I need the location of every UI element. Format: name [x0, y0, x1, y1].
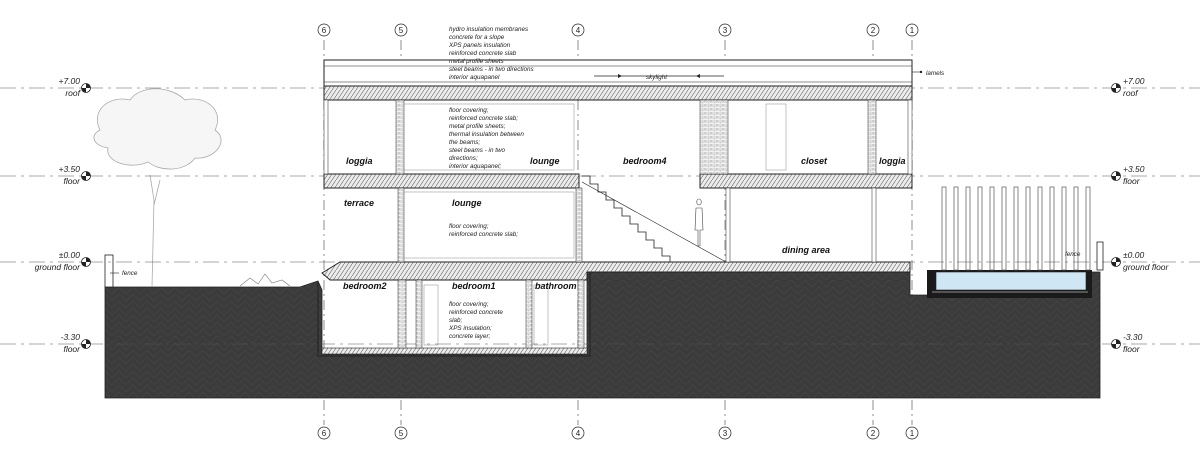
- axis-label: 6: [321, 26, 327, 35]
- note-line: reinforced concrete slab;: [449, 231, 518, 238]
- level-value: -3.30: [60, 332, 80, 342]
- level-marker-icon: [1112, 340, 1121, 349]
- level-value: -3.30: [1123, 332, 1143, 342]
- room-label-terrace: terrace: [344, 198, 375, 208]
- axis-markers-top: [318, 24, 918, 36]
- room-label-dining-area: dining area: [782, 245, 831, 255]
- axis-label: 1: [909, 26, 915, 35]
- pool: [927, 270, 1092, 298]
- room-label-loggia-right: loggia: [879, 156, 906, 166]
- axis-label: 3: [722, 26, 728, 35]
- note-line: slab;: [449, 317, 463, 324]
- fence-label-right: fence: [1065, 251, 1081, 258]
- lamels-label: lamels: [926, 70, 945, 77]
- note-line: hydro insulation membranes: [449, 26, 529, 33]
- level-marker-icon: [1112, 258, 1121, 267]
- axis-label: 3: [722, 429, 728, 438]
- note-line: reinforced concrete slab: [449, 50, 517, 57]
- note-line: steel beams - in two directions: [449, 66, 534, 73]
- level-name: roof: [65, 88, 80, 98]
- note-line: floor covering;: [449, 301, 489, 308]
- note-line: metal profile sheets: [449, 58, 504, 65]
- fence-label-left: fence: [122, 270, 138, 277]
- level-name: floor: [1123, 176, 1140, 186]
- note-line: concrete for a slope: [449, 34, 505, 41]
- axis-label: 6: [321, 429, 327, 438]
- annotation-labels: [110, 70, 1081, 277]
- note-line: reinforced concrete: [449, 309, 503, 316]
- note-line: steel beams - in two: [449, 147, 505, 154]
- axis-labels-top: [322, 26, 915, 35]
- room-label-bathroom: bathroom: [535, 281, 577, 291]
- axis-label: 2: [870, 429, 876, 438]
- level-marker-icon: [82, 258, 91, 267]
- note-line: XPS panels insulation: [449, 42, 511, 49]
- room-label-lounge-ground: lounge: [452, 198, 482, 208]
- note-line: interior aquapanel: [449, 74, 500, 81]
- ground-build-up-note: [449, 223, 518, 238]
- note-line: concrete layer;: [449, 333, 491, 340]
- room-label-loggia-left: loggia: [346, 156, 373, 166]
- level-name: floor: [1123, 344, 1140, 354]
- note-line: the beams;: [449, 139, 481, 146]
- level-markers-right: [1112, 76, 1170, 354]
- level-value: +7.00: [58, 76, 80, 86]
- room-label-lounge-upper: lounge: [530, 156, 560, 166]
- basement-build-up-note: [448, 301, 503, 340]
- level-name: roof: [1123, 88, 1138, 98]
- level-marker-icon: [1112, 172, 1121, 181]
- level-value: +7.00: [1123, 76, 1145, 86]
- note-line: thermal insulation between: [449, 131, 524, 138]
- axis-markers-bottom: [318, 427, 918, 439]
- note-line: reinforced concrete slab;: [449, 115, 518, 122]
- room-label-bedroom1: bedroom1: [452, 281, 496, 291]
- level-marker-icon: [82, 340, 91, 349]
- level-markers-left: [35, 76, 91, 354]
- note-line: interior aquapanel;: [449, 163, 502, 170]
- note-line: XPS insulation;: [449, 325, 492, 332]
- room-label-bedroom4: bedroom4: [623, 156, 667, 166]
- note-line: floor covering;: [449, 223, 489, 230]
- level-name: ground floor: [1123, 262, 1169, 272]
- level-value: ±0.00: [1123, 250, 1145, 260]
- level-name: ground floor: [34, 262, 80, 272]
- level-value: ±0.00: [58, 250, 80, 260]
- room-label-bedroom2: bedroom2: [343, 281, 387, 291]
- note-line: directions;: [449, 155, 478, 162]
- axis-label: 2: [870, 26, 876, 35]
- skylight-label: skylight: [646, 74, 667, 81]
- note-line: floor covering;: [449, 107, 489, 114]
- roof-build-up-note: [448, 26, 535, 81]
- level-name: floor: [63, 344, 80, 354]
- axis-labels-bottom: [322, 429, 915, 438]
- axis-label: 1: [909, 429, 915, 438]
- axis-label: 5: [398, 429, 404, 438]
- level-value: +3.50: [58, 164, 80, 174]
- note-line: metal profile sheets;: [449, 123, 506, 130]
- level-value: +3.50: [1123, 164, 1145, 174]
- shrub: [240, 274, 290, 286]
- level-marker-icon: [82, 172, 91, 181]
- level-marker-icon: [82, 84, 91, 93]
- axis-label: 4: [575, 26, 581, 35]
- axis-label: 4: [575, 429, 581, 438]
- level-marker-icon: [1112, 84, 1121, 93]
- floor-build-up-note: [449, 107, 524, 170]
- room-label-closet: closet: [801, 156, 828, 166]
- axis-label: 5: [398, 26, 404, 35]
- level-name: floor: [63, 176, 80, 186]
